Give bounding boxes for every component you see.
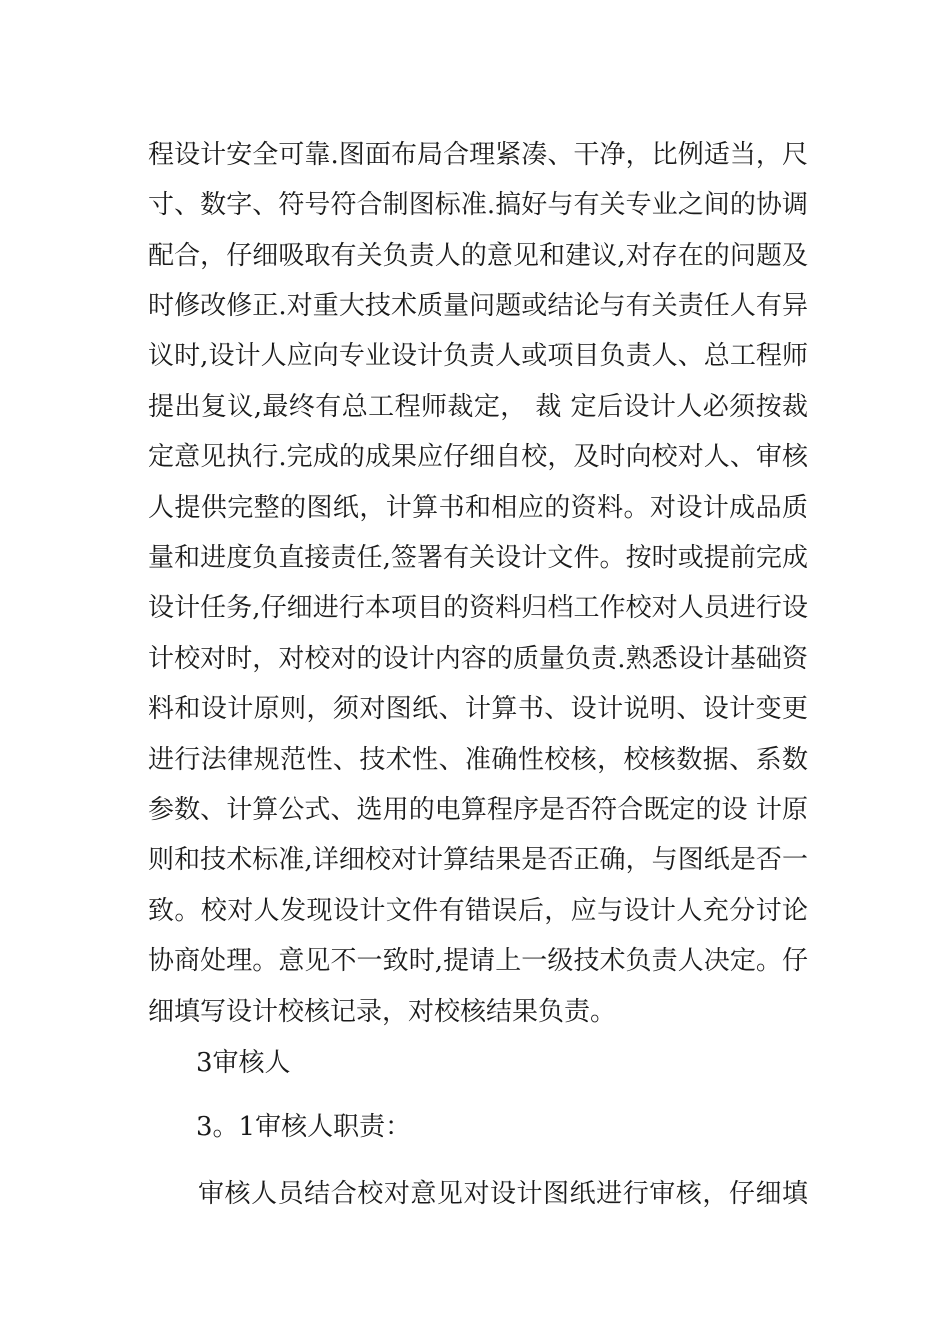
body-text-line: 程设计安全可靠.图面布局合理紧凑、干净，比例适当，尺 [148,140,808,170]
subsection-heading: 3。1审核人职责： [196,1112,412,1142]
body-text-line: 配合，仔细吸取有关负责人的意见和建议,对存在的问题及 [148,241,808,271]
body-text-line: 提出复议,最终有总工程师裁定， 裁 定后设计人必须按裁 [148,392,808,422]
body-text-line: 进行法律规范性、技术性、准确性校核，校核数据、系数 [148,745,808,775]
body-text-line: 人提供完整的图纸，计算书和相应的资料。对设计成品质 [148,493,808,523]
body-text-line: 计校对时，对校对的设计内容的质量负责.熟悉设计基础资 [148,644,808,674]
body-text-line: 料和设计原则，须对图纸、计算书、设计说明、设计变更 [148,694,808,724]
body-text-line: 议时,设计人应向专业设计负责人或项目负责人、总工程师 [148,341,808,371]
body-text-line: 参数、计算公式、选用的电算程序是否符合既定的设 计原 [148,795,808,825]
body-text-line: 定意见执行.完成的成果应仔细自校，及时向校对人、审核 [148,442,808,472]
body-text-line: 致。校对人发现设计文件有错误后，应与设计人充分讨论 [148,896,808,926]
paragraph-first-line: 审核人员结合校对意见对设计图纸进行审核，仔细填 [198,1179,808,1209]
section-heading: 3审核人 [196,1048,291,1078]
body-text-line: 量和进度负直接责任,签署有关设计文件。按时或提前完成 [148,543,808,573]
body-text-line: 设计任务,仔细进行本项目的资料归档工作校对人员进行设 [148,593,808,623]
body-text-line: 时修改修正.对重大技术质量问题或结论与有关责任人有异 [148,291,808,321]
body-text-line: 协商处理。意见不一致时,提请上一级技术负责人决定。仔 [148,946,808,976]
body-text-line-last: 细填写设计校核记录，对校核结果负责。 [148,997,617,1027]
body-text-line: 寸、数字、符号符合制图标准.搞好与有关专业之间的协调 [148,190,808,220]
body-text-line: 则和技术标准,详细校对计算结果是否正确，与图纸是否一 [148,845,808,875]
